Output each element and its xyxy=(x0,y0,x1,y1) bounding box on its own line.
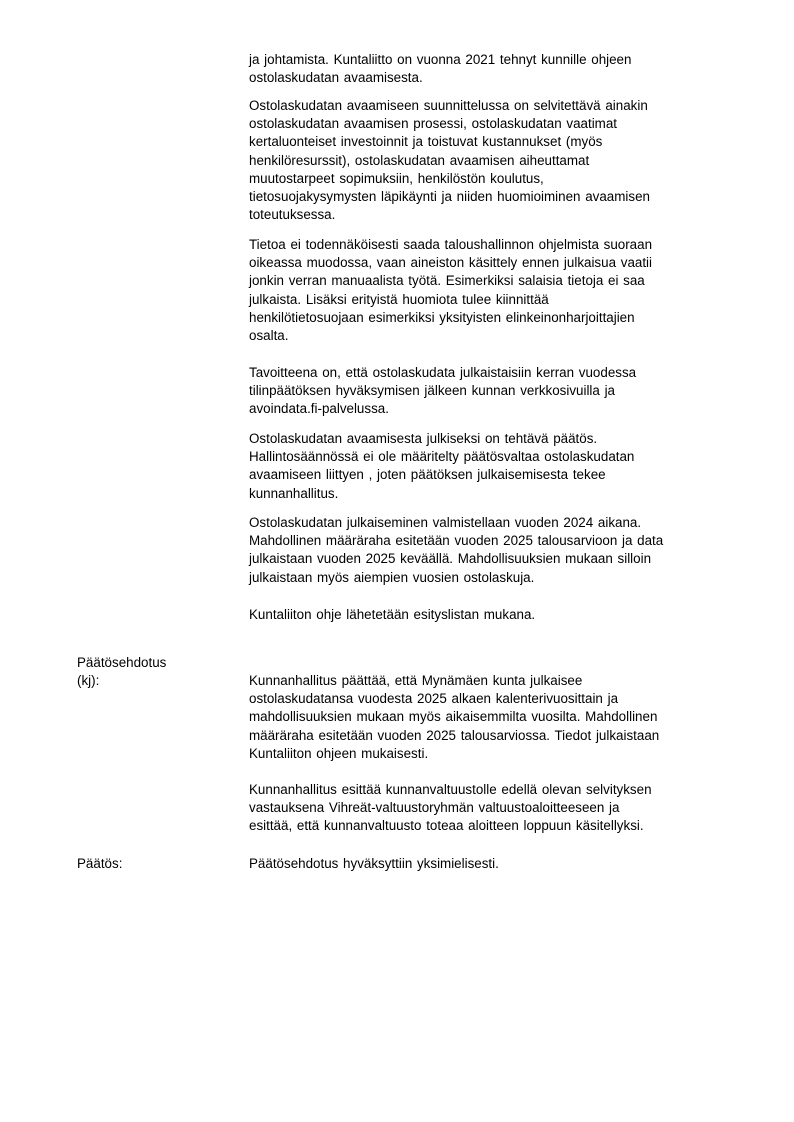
proposal-paragraph-2 xyxy=(249,781,739,836)
proposal-label: Päätösehdotus (kj): xyxy=(77,655,167,689)
continuation-paragraph-3 xyxy=(249,236,739,345)
continuation-paragraph-7 xyxy=(249,606,739,624)
paragraph: Kunnanhallitus esittää kunnanvaltuustolle edellä olevan selvityksen vastauksena Vihreät-valtuustoryhmän valtuustoaloitteeseen ja esittää, että kunnanvaltuusto toteaa aloitteen loppuun käsitellyksi. xyxy=(249,782,652,834)
continuation-paragraph-1 xyxy=(249,51,739,87)
paragraph: Ostolaskudatan avaamisesta julkiseksi on tehtävä päätös. Hallintosäännössä ei ole määritelty päätösvaltaa ostolaskudatan avaamiseen liittyen , joten päätöksen julkaisemisesta tekee kunnanhallitus. xyxy=(249,431,635,501)
decision-text-block xyxy=(249,855,739,873)
continuation-paragraph-2 xyxy=(249,97,739,224)
continuation-paragraph-6 xyxy=(249,514,739,587)
paragraph: Ostolaskudatan julkaiseminen valmistellaan vuoden 2024 aikana. Mahdollinen määräraha esitetään vuoden 2025 talousarvioon ja data julkaistaan vuoden 2025 keväällä. Mahdollisuuksien mukaan silloin julkaistaan myös aiempien vuosien ostolaskuja. xyxy=(249,515,664,585)
paragraph: Kuntaliiton ohje lähetetään esityslistan mukana. xyxy=(249,607,536,622)
paragraph: Ostolaskudatan avaamiseen suunnittelussa on selvitettävä ainakin ostolaskudatan avaamisen prosessi, ostolaskudatan vaatimat kertaluonteiset investoinnit ja toistuvat kustannukset (myös henkilöresurssit), ostolaskudatan avaamisen aiheuttamat muutostarpeet sopimuksiin, henkilöstön koulutus, tietosuojakysymysten läpikäynti ja niiden huomioiminen avaamisen toteutuksessa. xyxy=(249,98,650,223)
paragraph: Kunnanhallitus päättää, että Mynämäen kunta julkaisee ostolaskudatansa vuodesta 2025 alkaen kalenterivuosittain ja mahdollisuuksien mukaan myös aikaisemmilta vuosilta. Mahdollinen määräraha esitetään vuoden 2025 talousarviossa. Tiedot julkaistaan Kuntaliiton ohjeen mukaisesti. xyxy=(249,673,660,761)
paragraph: Tietoa ei todennäköisesti saada taloushallinnon ohjelmista suoraan oikeassa muodossa, vaan aineiston käsittely ennen julkaisua vaatii jonkin verran manuaalista työtä. Esimerkiksi salaisia tietoja ei saa julkaista. Lisäksi erityistä huomiota tulee kiinnittää henkilötietosuojaan esimerkiksi yksityisten elinkeinonharjoittajien osalta. xyxy=(249,237,653,344)
paragraph: Tavoitteena on, että ostolaskudata julkaistaisiin kerran vuodessa tilinpäätöksen hyväksymisen jälkeen kunnan verkkosivuilla ja avoindata.fi-palvelussa. xyxy=(249,365,637,417)
continuation-paragraph-5 xyxy=(249,430,739,503)
continuation-paragraph-4 xyxy=(249,364,739,419)
decision-text: Päätösehdotus hyväksyttiin yksimielisesti. xyxy=(249,856,499,871)
decision-label: Päätös: xyxy=(77,856,123,871)
paragraph: ja johtamista. Kuntaliitto on vuonna 2021 tehnyt kunnille ohjeen ostolaskudatan avaamisesta. xyxy=(249,52,632,86)
proposal-paragraph-1 xyxy=(249,672,739,763)
